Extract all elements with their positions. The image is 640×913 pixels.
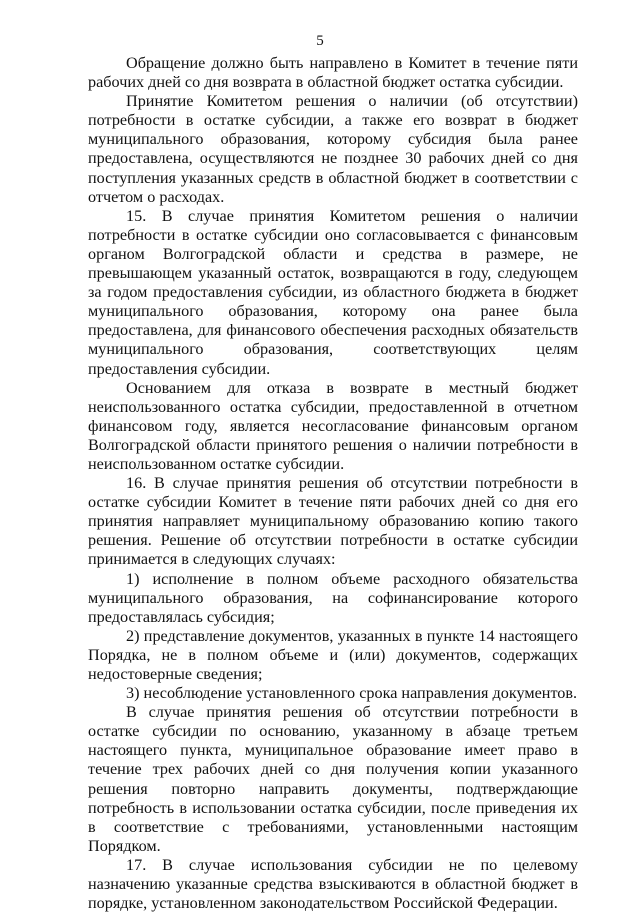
list-item-3: 3) несоблюдение установленного срока направления документов. <box>126 684 578 703</box>
page-number: 5 <box>316 33 324 49</box>
paragraph-appeal-deadline: Обращение должно быть направлено в Комитет в течение пяти рабочих дней со дня возврата в областной бюджет остатка субсидии. <box>88 54 578 92</box>
document-body <box>88 54 578 913</box>
paragraph-resubmission-right: В случае принятия решения об отсутствии потребности в остатке субсидии по основанию, указанному в абзаце третьем настоящего пункта, муниципальное образование имеет право в течение трех рабочих дней со дня получения копии указанного решения повторно направить документы, подтверждающие потребность в использовании остатка субсидии, после приведения их в соответствие с требованиями, установленными настоящим Порядком. <box>88 703 578 855</box>
paragraph-committee-decision: Принятие Комитетом решения о наличии (об отсутствии) потребности в остатке субсидии, а также его возврат в бюджет муниципального образования, которому субсидия была ранее предоставлена, осуществляются не позднее 30 рабочих дней со дня поступления указанных средств в областной бюджет в соответствии с отчетом о расходах. <box>88 92 578 206</box>
paragraph-item-15: 15. В случае принятия Комитетом решения о наличии потребности в остатке субсидии оно согласовывается с финансовым органом Волгоградской области и средства в размере, не превышающем указанный остаток, возвращаются в году, следующем за годом предоставления субсидии, из областного бюджета в бюджет муниципального образования, которому она ранее была предоставлена, для финансового обеспечения расходных обязательств муниципального образования, соответствующих целям предоставления субсидии. <box>88 206 578 378</box>
paragraph-refusal-basis: Основанием для отказа в возврате в местный бюджет неиспользованного остатка субсидии, предоставленной в отчетном финансовом году, является несогласование финансовым органом Волгоградской области принятого решения о наличии потребности в неиспользованном остатке субсидии. <box>88 378 578 473</box>
list-item-1: 1) исполнение в полном объеме расходного обязательства муниципального образования, на софинансирование которого предоставлялась субсидия; <box>88 569 578 626</box>
paragraph-item-16: 16. В случае принятия решения об отсутствии потребности в остатке субсидии Комитет в течение пяти рабочих дней со дня его принятия направляет муниципальному образованию копию такого решения. Решение об отсутствии потребности в остатке субсидии принимается в следующих случаях: <box>88 474 578 569</box>
list-item-2: 2) представление документов, указанных в пункте 14 настоящего Порядка, не в полном объеме и (или) документов, содержащих недостоверные сведения; <box>88 626 578 683</box>
paragraph-item-17: 17. В случае использования субсидии не по целевому назначению указанные средства взыскиваются в областной бюджет в порядке, установленном законодательством Российской Федерации. <box>88 855 578 913</box>
